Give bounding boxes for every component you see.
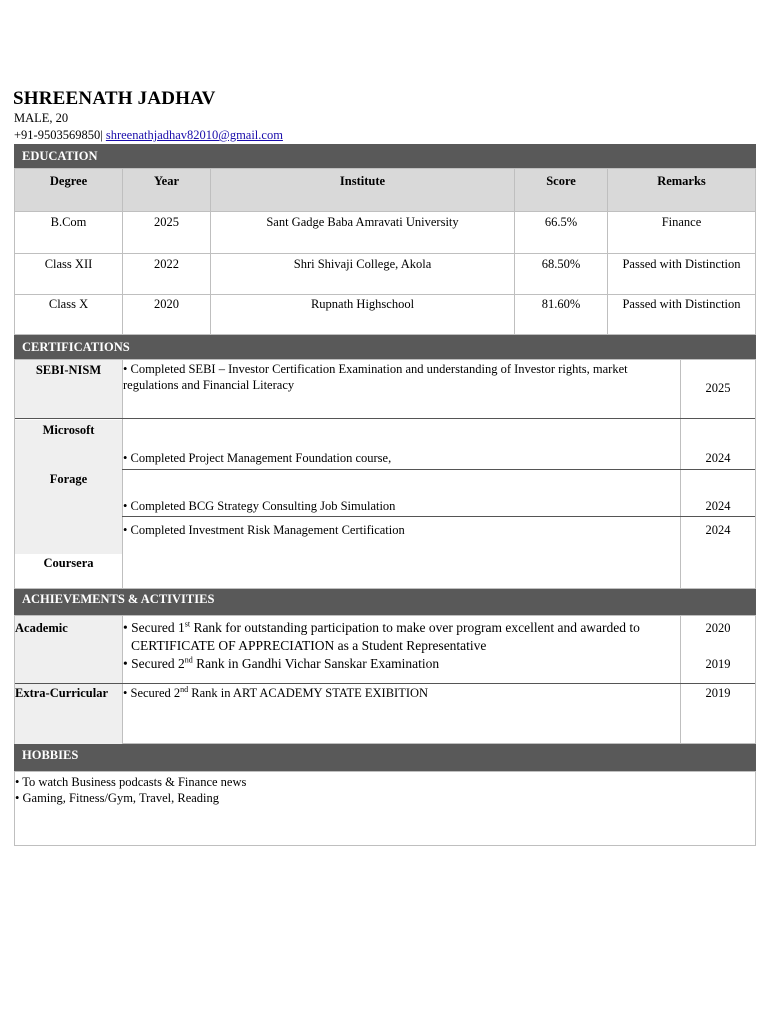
cert-label-coursera: Coursera: [43, 556, 94, 570]
education-table: Degree Year Institute Score Remarks B.Com 2025 Sant Gadge Baba Amravati University 66.5% Finance Class XII 2022 Shri Shivaji College, Akola 68.50% Passed with Distinction Class X 2020 Rupnath Highschool 81.60% Passed with Distinction: [14, 168, 756, 335]
col-header-institute: Institute: [339, 174, 386, 188]
col-header-year: Year: [154, 174, 179, 188]
phone-number: +91-9503569850|: [14, 128, 103, 142]
list-item: • To watch Business podcasts & Finance news: [15, 775, 247, 789]
col-header-degree: Degree: [49, 174, 88, 188]
cert-microsoft-year: 2024: [705, 451, 731, 465]
cert-label-microsoft: Microsoft: [42, 423, 95, 437]
col-header-remarks: Remarks: [657, 174, 706, 188]
extra-item: • Secured 2nd Rank in ART ACADEMY STATE EXIBITION: [123, 684, 429, 700]
certifications-section-title: CERTIFICATIONS: [14, 335, 756, 359]
hobbies-section-title: HOBBIES: [14, 744, 756, 771]
achievements-section-title: ACHIEVEMENTS & ACTIVITIES: [14, 589, 756, 615]
extra-item-year: 2019: [705, 686, 731, 700]
col-header-score: Score: [546, 174, 576, 188]
cert-coursera-year: 2024: [705, 523, 731, 537]
gender-age: MALE, 20: [14, 111, 69, 125]
cert-label-sebi: SEBI-NISM: [35, 363, 102, 377]
academic-item-1: • Secured 1st Rank for outstanding participation to make over program excellent and awarded to: [123, 619, 640, 635]
hobbies-box: [14, 771, 756, 846]
email-link[interactable]: shreenathjadhav82010@gmail.com: [105, 128, 283, 142]
candidate-name: SHREENATH JADHAV: [13, 88, 216, 109]
certifications-table: [14, 359, 756, 589]
cert-sebi-line1: • Completed SEBI – Investor Certification Examination and understanding of Investor rights, market: [123, 362, 628, 376]
cert-label-forage: Forage: [49, 472, 88, 486]
cert-microsoft-text: • Completed Project Management Foundation course,: [123, 451, 392, 465]
contact-line: [14, 128, 283, 143]
cert-sebi-line2: regulations and Financial Literacy: [123, 378, 295, 392]
cert-forage-year: 2024: [705, 499, 731, 513]
list-item: • Gaming, Fitness/Gym, Travel, Reading: [15, 791, 220, 805]
academic-item-1-year: 2020: [705, 621, 731, 635]
academic-item-1-line2: CERTIFICATE OF APPRECIATION as a Student Representative: [131, 638, 487, 653]
education-section-title: EDUCATION: [14, 144, 756, 168]
cert-coursera-text: • Completed Investment Risk Management Certification: [123, 523, 405, 537]
academic-item-2-year: 2019: [705, 657, 731, 671]
achievement-label-academic: Academic: [15, 621, 68, 635]
cert-sebi-year: 2025: [705, 381, 731, 395]
academic-item-2: • Secured 2nd Rank in Gandhi Vichar Sanskar Examination: [123, 655, 440, 671]
cert-forage-text: • Completed BCG Strategy Consulting Job Simulation: [123, 499, 396, 513]
achievement-label-extra: Extra-Curricular: [15, 686, 109, 700]
achievements-table: [14, 615, 756, 744]
